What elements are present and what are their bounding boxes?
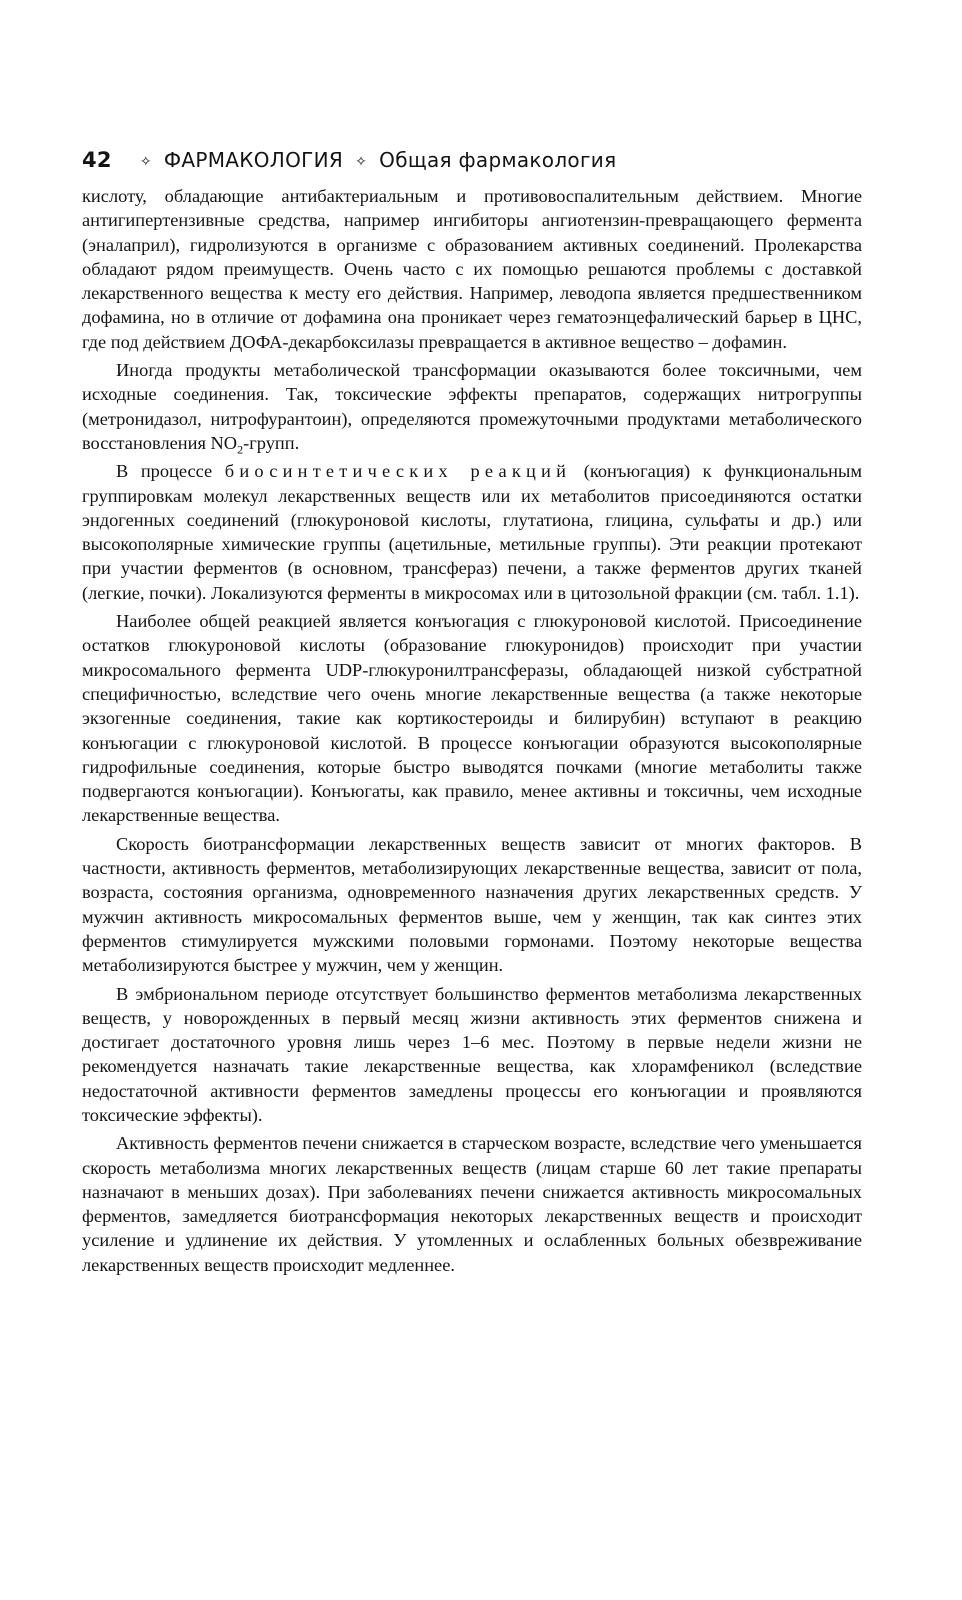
book-title: ФАРМАКОЛОГИЯ <box>163 148 344 172</box>
paragraph-text: -групп. <box>243 432 300 453</box>
diamond-icon: ✧ <box>355 154 368 170</box>
paragraph: кислоту, обладающие антибактериальным и противовоспалительным действием. Многие антигипертензивные средства, например ингибиторы ангиотензин-превращающего фермента (эналаприл), гидролизуются в организме с образованием активных соединений. Пролекарства обладают рядом преимуществ. Очень часто с их помощью решаются проблемы с доставкой лекарственного вещества к месту его действия. Например, леводопа является предшественником дофамина, но в отличие от дофамина она проникает через гематоэнцефалический барьер в ЦНС, где под действием ДОФА-декарбоксилазы превращается в активное вещество – дофамин. <box>82 186 862 352</box>
paragraph: Наиболее общей реакцией является конъюгация с глюкуроновой кислотой. Присоединение остатков глюкуроновой кислоты (образование глюкуронидов) происходит при участии микросомального фермента UDP-глюкуронилтрансферазы, обладающей низкой субстратной специфичностью, вследствие чего очень многие лекарственные вещества (а также некоторые экзогенные соединения, такие как кортикостероиды и билирубин) вступают в реакцию конъюгации с глюкуроновой кислотой. В процессе конъюгации образуются высокополярные гидрофильные соединения, которые быстро выводятся почками (многие метаболиты также подвергаются конъюгации). Конъюгаты, как правило, менее активны и токсичны, чем исходные лекарственные вещества. <box>82 611 862 826</box>
emphasized-term: биосинтетических реакций <box>224 461 572 482</box>
paragraph <box>82 459 862 605</box>
subscript: 2 <box>237 442 244 457</box>
paragraph <box>82 358 862 455</box>
paragraph: Скорость биотрансформации лекарственных веществ зависит от многих факторов. В частности, активность ферментов, метаболизирующих лекарственные вещества, зависит от пола, возраста, состояния организма, одновременного назначения других лекарственных средств. У мужчин активность микросомальных ферментов выше, чем у женщин, так как синтез этих ферментов стимулируется мужскими половыми гормонами. Поэтому некоторые вещества метаболизируются быстрее у мужчин, чем у женщин. <box>82 833 862 976</box>
page-number: 42 <box>82 148 112 172</box>
paragraph: Активность ферментов печени снижается в старческом возрасте, вследствие чего уменьшается скорость метаболизма многих лекарственных веществ (лицам старше 60 лет такие препараты назначают в меньших дозах). При заболеваниях печени снижается активность микросомальных ферментов, замедляется биотрансформация некоторых лекарственных веществ и происходит усиление и удлинение их действия. У утомленных и ослабленных больных обезвреживание лекарственных веществ происходит медленнее. <box>82 1133 862 1275</box>
paragraph: В эмбриональном периоде отсутствует большинство ферментов метаболизма лекарственных веществ, у новорожденных в первый месяц жизни активность этих ферментов снижена и достигает достаточного уровня лишь через 1–6 мес. Поэтому в первые недели жизни не рекомендуется назначать такие лекарственные вещества, как хлорамфеникол (вследствие недостаточной активности ферментов замедлены процессы его конъюгации и проявляются токсические эффекты). <box>82 983 862 1125</box>
book-page <box>82 148 862 1281</box>
body-text <box>82 184 862 1277</box>
paragraph-text: Иногда продукты метаболической трансформации оказываются более токсичными, чем исходные соединения. Так, токсические эффекты препаратов, содержащих нитрогруппы (метронидазол, нитрофурантоин), определяются промежуточными продуктами метаболического восстановления NO <box>82 360 862 453</box>
paragraph-text: (конъюгация) к функциональным группировкам молекул лекарственных веществ или их метаболитов присоединяются остатки эндогенных соединений (глюкуроновой кислоты, глутатиона, глицина, сульфаты и др.) или высокополярные химические группы (ацетильные, метильные группы). Эти реакции протекают при участии ферментов (в основном, трансфераз) печени, а также ферментов других тканей (легкие, почки). Локализуются ферменты в микросомах или в цитозольной фракции (см. табл. 1.1). <box>82 461 862 603</box>
diamond-icon: ✧ <box>139 154 152 170</box>
paragraph-text: В процессе <box>116 461 213 482</box>
section-title: Общая фармакология <box>379 148 617 172</box>
running-header <box>82 148 862 184</box>
